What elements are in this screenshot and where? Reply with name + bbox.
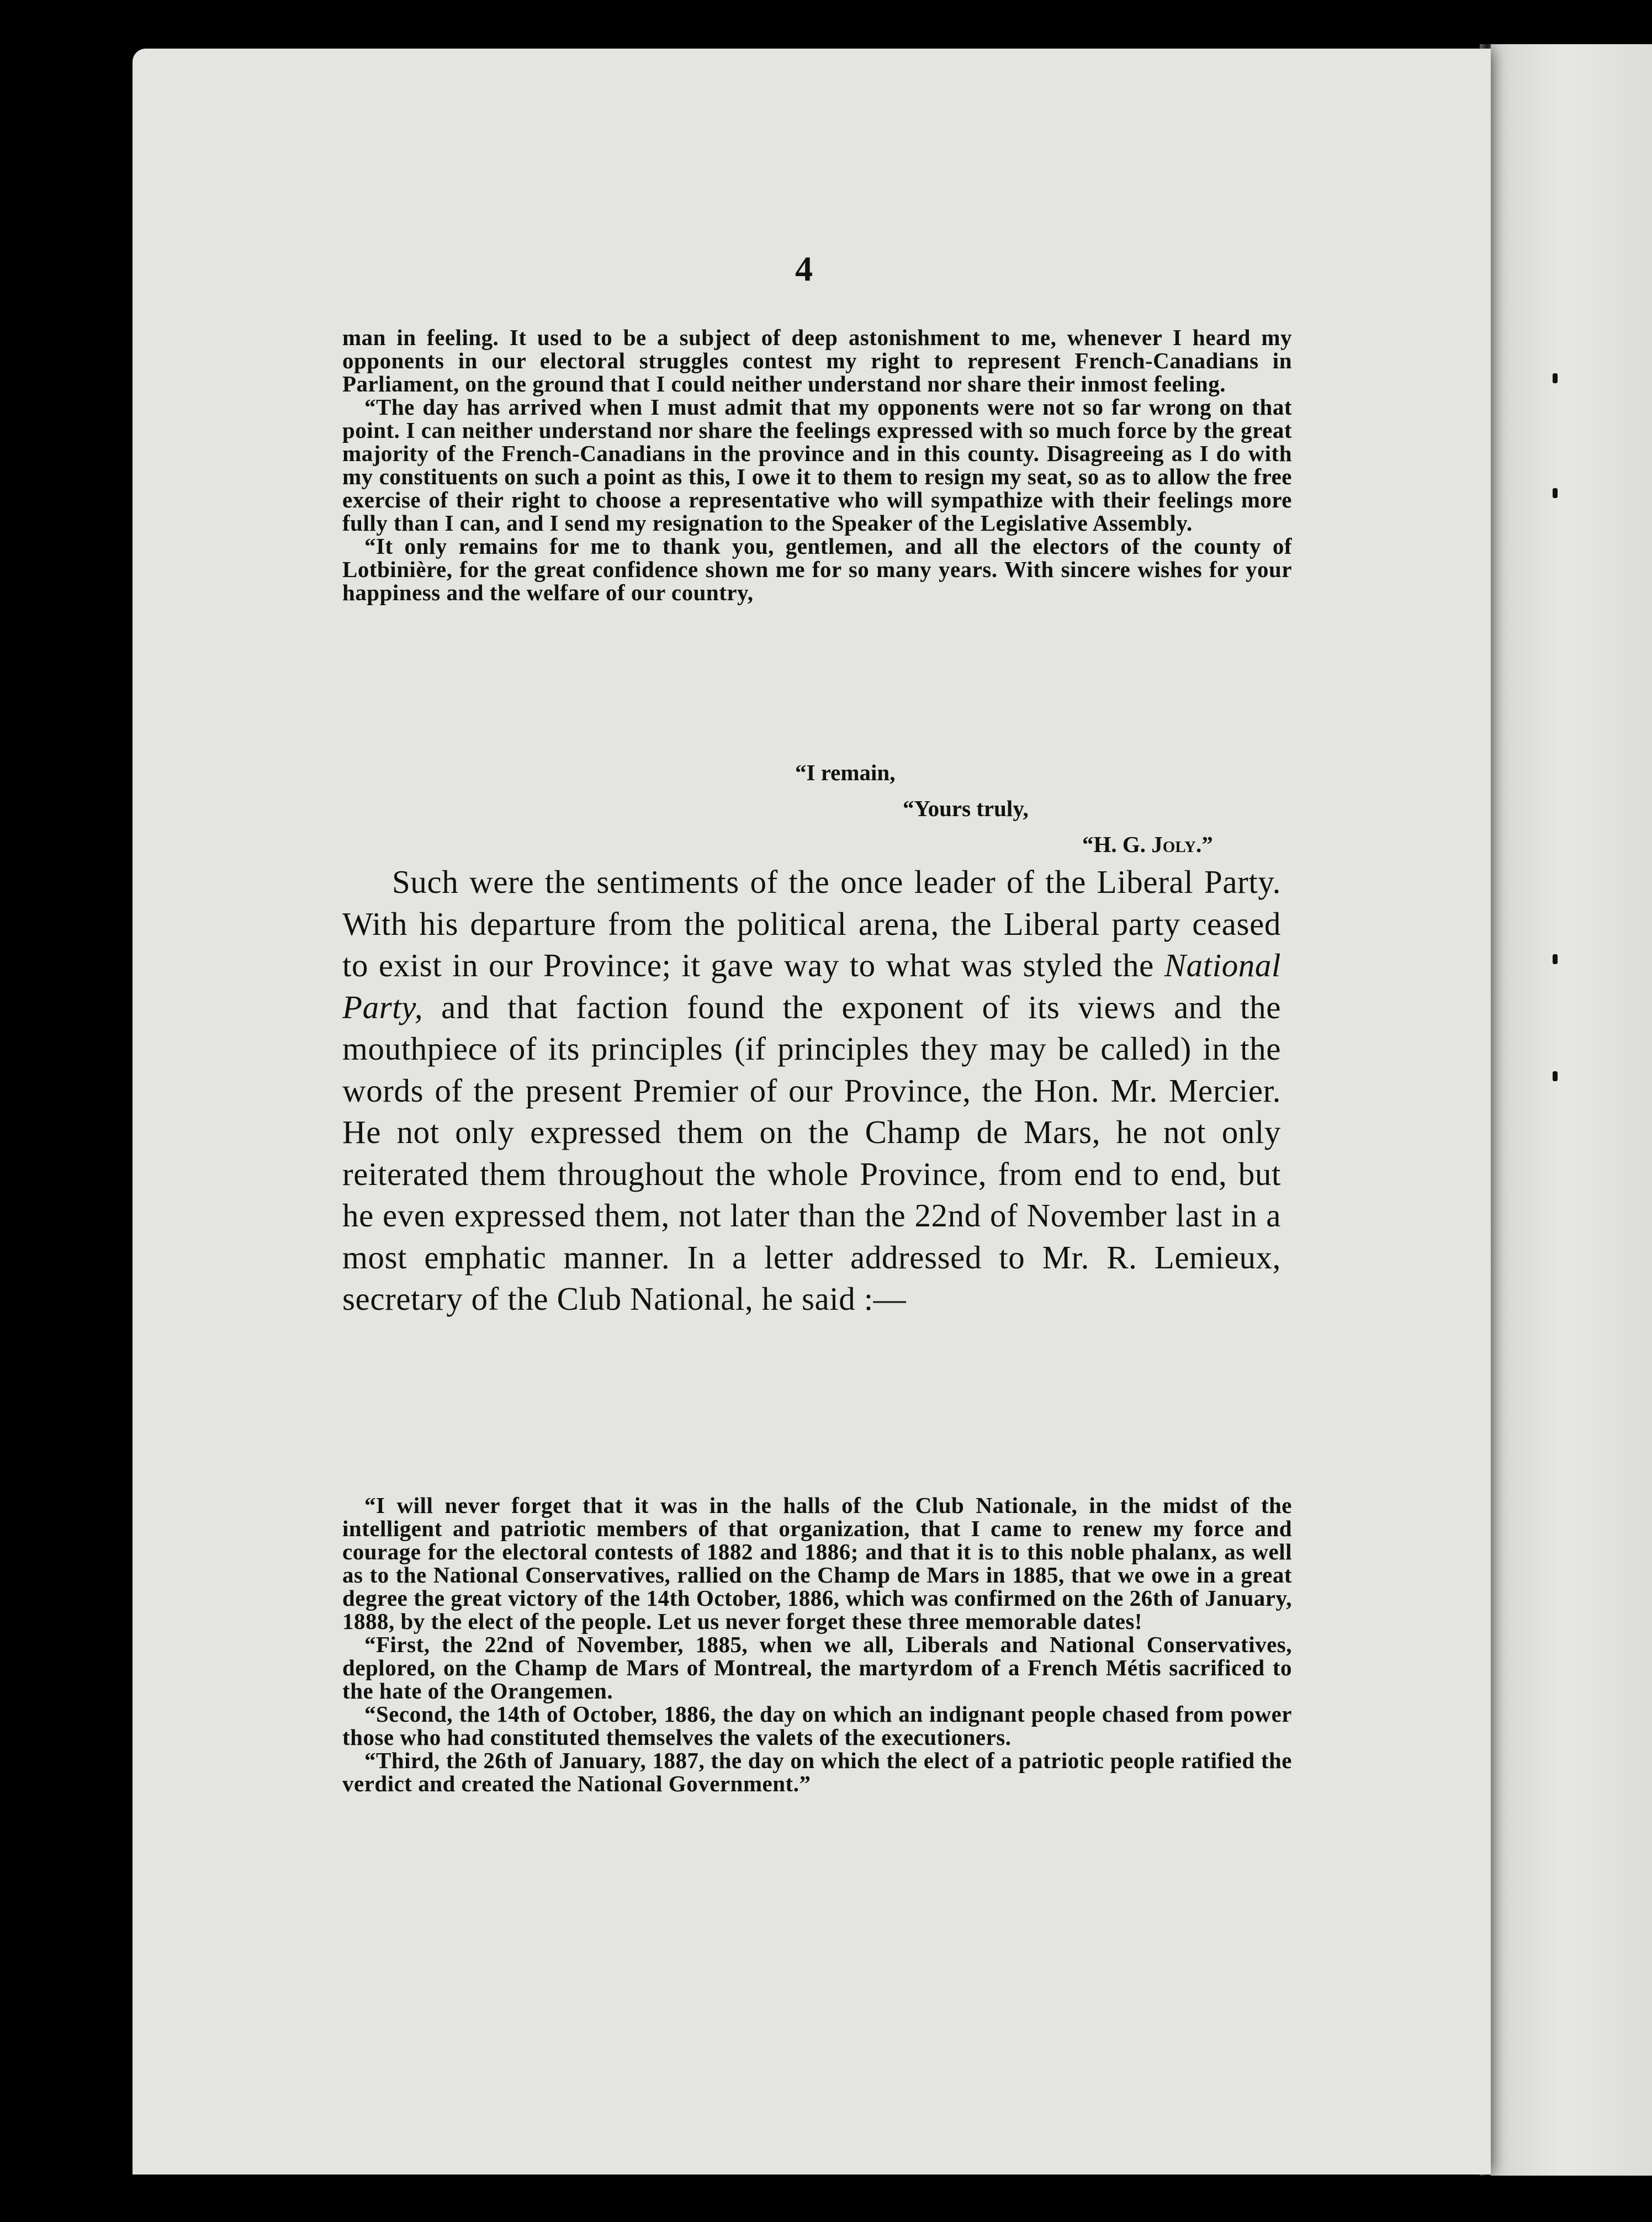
- letter-text: [342, 326, 1292, 604]
- letter-paragraph: man in feeling. It used to be a subject of deep astonishment to me, whenever I heard my opponents in our electoral struggles contest my right to represent French-Canadians in Parliament, on the ground that I could neither understand nor share their inmost feeling.: [342, 325, 1292, 396]
- quote-paragraph: “Second, the 14th of October, 1886, the day on which an indignant people chased from power those who had constituted themselves the valets of the executioners.: [342, 1701, 1292, 1750]
- letter-paragraph: “It only remains for me to thank you, gentlemen, and all the electors of the county of Lotbinière, for the great confidence shown me for so many years. With sincere wishes for your happiness and the welfare of our country,: [342, 533, 1292, 605]
- letter-paragraph: “The day has arrived when I must admit that my opponents were not so far wrong on that point. I can neither understand nor share the feelings expressed with so much force by the great majority of the French-Canadians in the province and in this county. Disagreeing as I do with my constituents on such a point as this, I owe it to them to resign my seat, so as to allow the free exercise of their right to choose a representative who will sympathize with their feelings more fully than I can, and I send my resignation to the Speaker of the Legislative Assembly.: [342, 394, 1292, 536]
- letter-valediction: “Yours truly,: [903, 796, 1029, 821]
- margin-speck: [1553, 1071, 1558, 1081]
- body-paragraph: Such were the sentiments of the once leader of the Liberal Party. With his departure from the political arena, the Liberal party ceased to exist in our Province; it gave way to what was styled the National Party, and that faction found the exponent of its views and the mouthpiece of its principles (if principles they may be called) in the words of the present Premier of our Province, the Hon. Mr. Mercier. He not only expressed them on the Champ de Mars, he not only reiterated them throughout the whole Province, from end to end, but he even expressed them, not later than the 22nd of November last in a most emphatic manner. In a letter addressed to Mr. R. Lemieux, secretary of the Club National, he said :—: [342, 864, 1281, 1317]
- mercier-quotation: [342, 1494, 1292, 1795]
- letter-closing: “I remain,: [795, 760, 896, 785]
- margin-speck: [1553, 373, 1558, 383]
- letter-signature: “H. G. Joly.”: [1082, 832, 1213, 857]
- quote-paragraph: “I will never forget that it was in the halls of the Club Nationale, in the midst of the intelligent and patriotic members of that organization, that I came to renew my force and courage for the electoral contests of 1882 and 1886; and that it is to this noble phalanx, as well as to the National Conservatives, rallied on the Champ de Mars in 1885, that we owe in a great degree the great victory of the 14th October, 1886, which was confirmed on the 26th of January, 1888, by the elect of the people. Let us never forget these three memorable dates!: [342, 1493, 1292, 1634]
- margin-speck: [1553, 488, 1558, 498]
- party-name-italic: National Party,: [342, 947, 1281, 1025]
- adjacent-page-edge: [1491, 44, 1652, 2176]
- page-number: 4: [795, 249, 813, 288]
- quote-paragraph: “First, the 22nd of November, 1885, when we all, Liberals and National Conservatives, deplored, on the Champ de Mars of Montreal, the martyrdom of a French Métis sacrificed to the hate of the Orangemen.: [342, 1632, 1292, 1703]
- margin-speck: [1553, 954, 1558, 964]
- quote-paragraph: “Third, the 26th of January, 1887, the day on which the elect of a patriotic people ratified the verdict and created the National Government.”: [342, 1748, 1292, 1796]
